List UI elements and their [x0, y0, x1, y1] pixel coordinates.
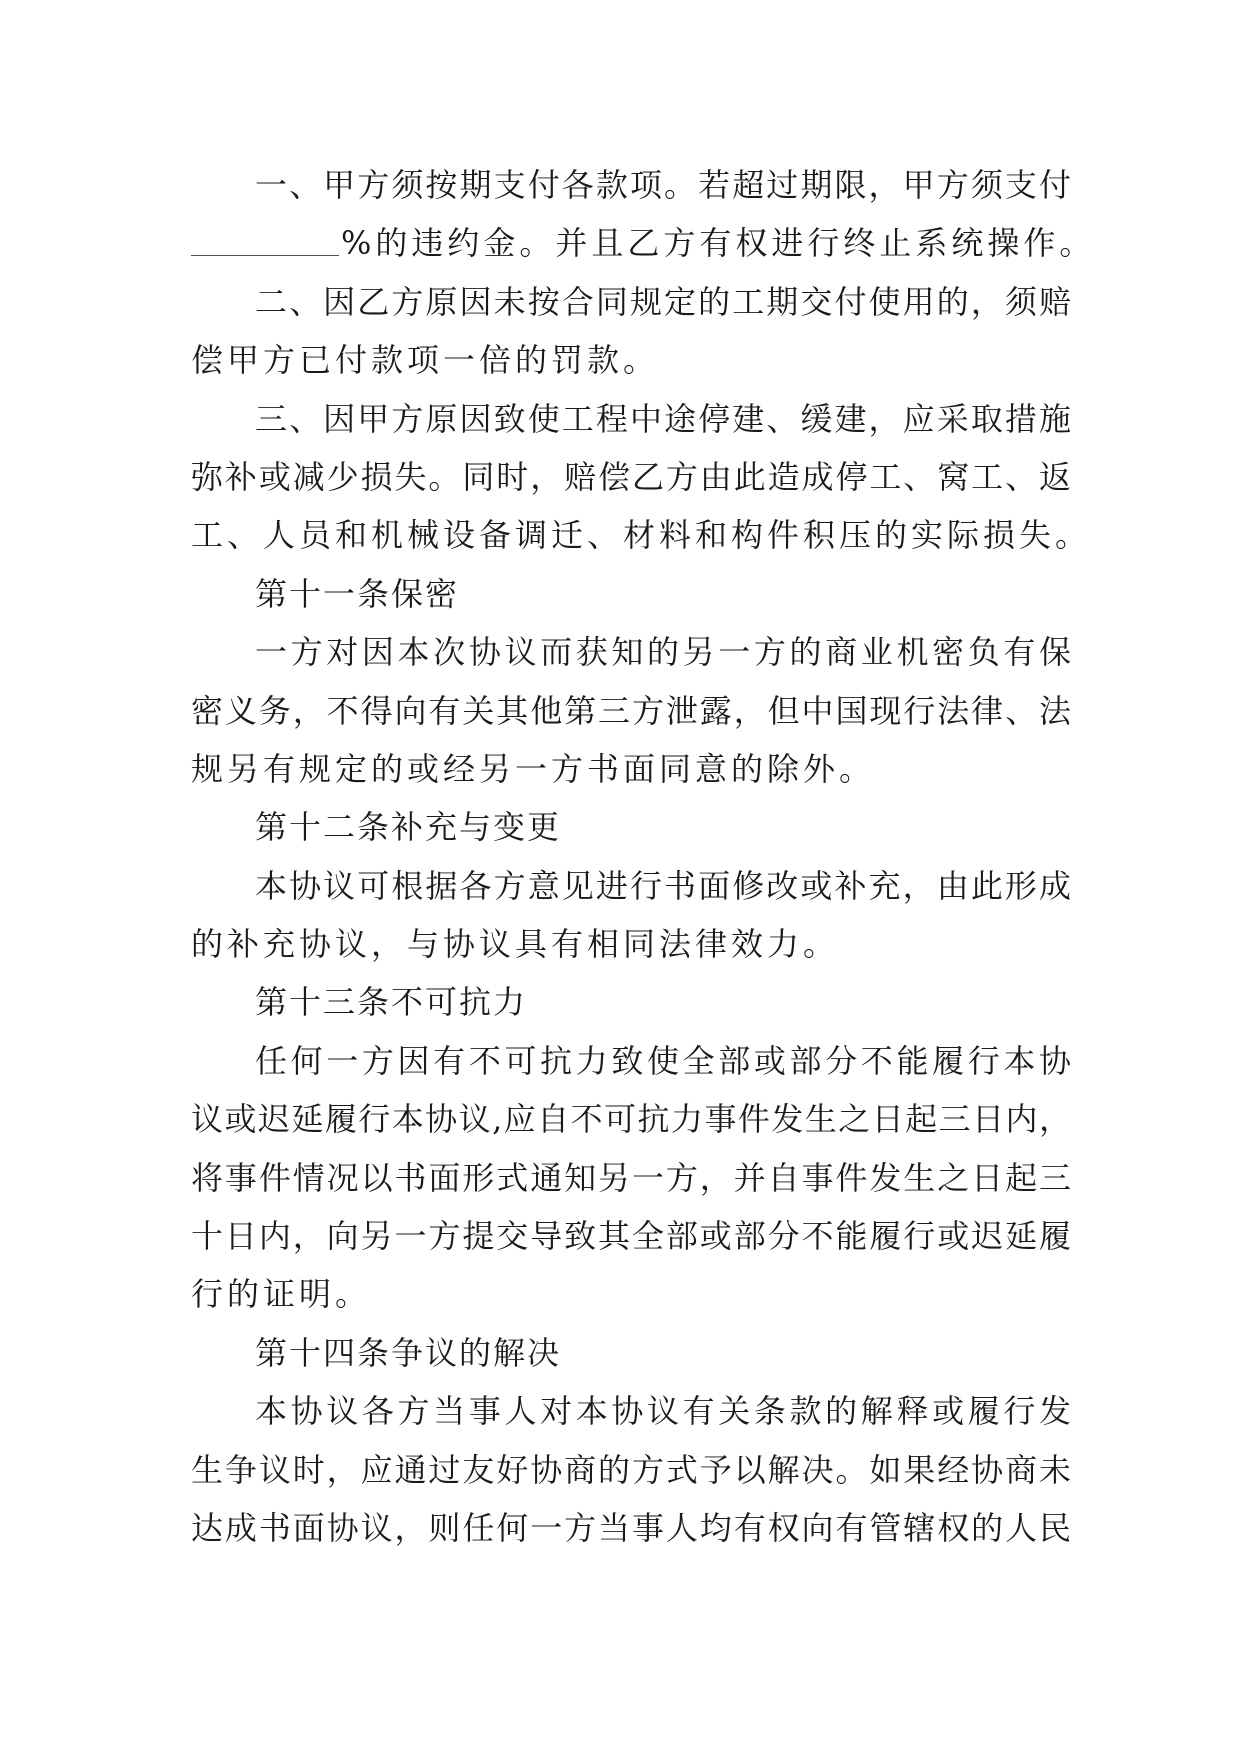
penalty-item-3-line-2: 弥补或减少损失。同时，赔偿乙方由此造成停工、窝工、返: [191, 457, 1071, 496]
fill-in-blank[interactable]: [191, 225, 339, 256]
article-13-line-3: 将事件情况以书面形式通知另一方，并自事件发生之日起三: [191, 1158, 1071, 1197]
article-11-line-1: 一方对因本次协议而获知的另一方的商业机密负有保: [255, 633, 1071, 672]
article-12-line-1: 本协议可根据各方意见进行书面修改或补充，由此形成: [255, 866, 1071, 905]
article-13-heading: 第十三条不可抗力: [255, 983, 528, 1022]
article-14-line-1: 本协议各方当事人对本协议有关条款的解释或履行发: [255, 1392, 1071, 1431]
penalty-item-1-line-2: [191, 214, 1096, 272]
article-13-line-4: 十日内，向另一方提交导致其全部或部分不能履行或迟延履: [191, 1217, 1071, 1256]
article-12-line-2: 的补充协议，与协议具有相同法律效力。: [191, 925, 840, 964]
article-13-line-2: 议或迟延履行本协议,应自不可抗力事件发生之日起三日内，: [191, 1100, 1071, 1139]
article-11-line-2: 密义务，不得向有关其他第三方泄露，但中国现行法律、法: [191, 691, 1071, 730]
penalty-item-1-line-1: 一、甲方须按期支付各款项。若超过期限，甲方须支付: [255, 166, 1071, 204]
article-11-heading: 第十一条保密: [255, 574, 460, 613]
article-13-line-1: 任何一方因有不可抗力致使全部或部分不能履行本协: [255, 1041, 1071, 1080]
article-14-line-3: 达成书面协议，则任何一方当事人均有权向有管辖权的人民: [191, 1508, 1071, 1547]
penalty-item-3-line-3: 工、人员和机械设备调迁、材料和构件积压的实际损失。: [191, 516, 1092, 555]
article-12-heading: 第十二条补充与变更: [255, 808, 562, 847]
article-13-line-5: 行的证明。: [191, 1275, 372, 1314]
penalty-item-2-line-2: 偿甲方已付款项一倍的罚款。: [191, 341, 660, 380]
penalty-item-3-line-1: 三、因甲方原因致使工程中途停建、缓建，应采取措施: [255, 399, 1071, 438]
article-11-line-3: 规另有规定的或经另一方书面同意的除外。: [191, 749, 876, 788]
article-14-line-2: 生争议时，应通过友好协商的方式予以解决。如果经协商未: [191, 1450, 1071, 1489]
penalty-item-1-line-2-text: %的违约金。并且乙方有权进行终止系统操作。: [341, 224, 1096, 263]
article-14-heading: 第十四条争议的解决: [255, 1333, 562, 1372]
document-body: [191, 156, 1096, 1557]
penalty-item-2-line-1: 二、因乙方原因未按合同规定的工期交付使用的，须赔: [255, 282, 1071, 321]
